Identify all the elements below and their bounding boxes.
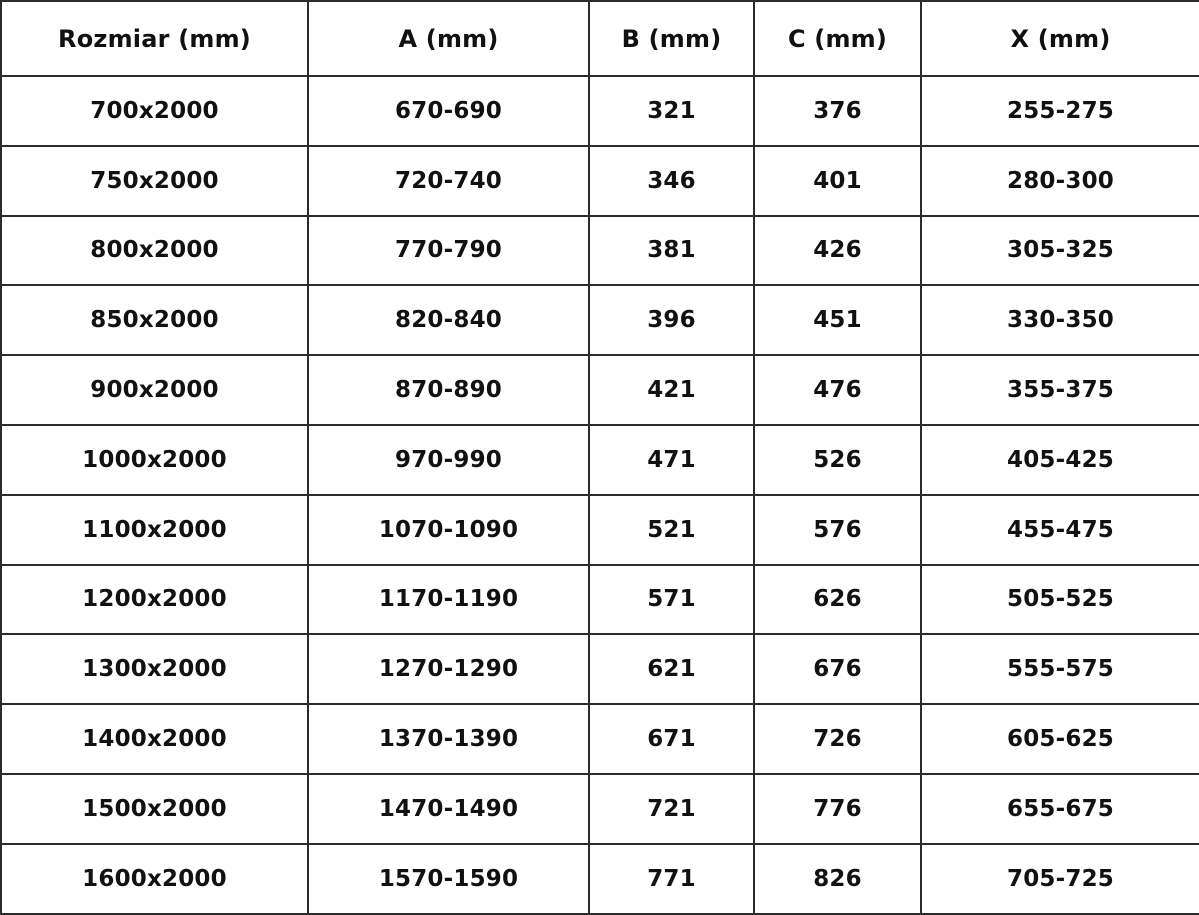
- cell-x: 330-350: [921, 285, 1199, 355]
- cell-c: 826: [754, 844, 921, 914]
- cell-a: 970-990: [308, 425, 589, 495]
- cell-rozmiar: 1300x2000: [1, 634, 308, 704]
- cell-a: 770-790: [308, 216, 589, 286]
- cell-c: 626: [754, 565, 921, 635]
- cell-a: 820-840: [308, 285, 589, 355]
- cell-b: 381: [589, 216, 754, 286]
- cell-x: 405-425: [921, 425, 1199, 495]
- table-row: [1, 565, 1199, 635]
- cell-x: 705-725: [921, 844, 1199, 914]
- cell-c: 576: [754, 495, 921, 565]
- cell-c: 476: [754, 355, 921, 425]
- table-row: [1, 285, 1199, 355]
- cell-a: 720-740: [308, 146, 589, 216]
- cell-x: 555-575: [921, 634, 1199, 704]
- cell-b: 571: [589, 565, 754, 635]
- cell-rozmiar: 850x2000: [1, 285, 308, 355]
- column-header-c: C (mm): [754, 1, 921, 76]
- column-header-x: X (mm): [921, 1, 1199, 76]
- cell-a: 1370-1390: [308, 704, 589, 774]
- cell-a: 870-890: [308, 355, 589, 425]
- table-row: [1, 216, 1199, 286]
- table-row: [1, 425, 1199, 495]
- cell-x: 255-275: [921, 76, 1199, 146]
- cell-x: 455-475: [921, 495, 1199, 565]
- cell-rozmiar: 1100x2000: [1, 495, 308, 565]
- cell-b: 396: [589, 285, 754, 355]
- cell-rozmiar: 800x2000: [1, 216, 308, 286]
- cell-c: 776: [754, 774, 921, 844]
- cell-rozmiar: 750x2000: [1, 146, 308, 216]
- cell-a: 1470-1490: [308, 774, 589, 844]
- cell-rozmiar: 1500x2000: [1, 774, 308, 844]
- cell-x: 505-525: [921, 565, 1199, 635]
- cell-x: 280-300: [921, 146, 1199, 216]
- cell-b: 621: [589, 634, 754, 704]
- cell-b: 471: [589, 425, 754, 495]
- table-body: [1, 76, 1199, 914]
- cell-c: 676: [754, 634, 921, 704]
- cell-rozmiar: 700x2000: [1, 76, 308, 146]
- table-row: [1, 495, 1199, 565]
- column-header-a: A (mm): [308, 1, 589, 76]
- cell-rozmiar: 900x2000: [1, 355, 308, 425]
- cell-b: 521: [589, 495, 754, 565]
- cell-rozmiar: 1200x2000: [1, 565, 308, 635]
- cell-c: 426: [754, 216, 921, 286]
- cell-b: 721: [589, 774, 754, 844]
- cell-c: 526: [754, 425, 921, 495]
- cell-x: 655-675: [921, 774, 1199, 844]
- table-row: [1, 774, 1199, 844]
- column-header-b: B (mm): [589, 1, 754, 76]
- column-header-rozmiar: Rozmiar (mm): [1, 1, 308, 76]
- cell-b: 321: [589, 76, 754, 146]
- table-row: [1, 704, 1199, 774]
- cell-x: 305-325: [921, 216, 1199, 286]
- cell-rozmiar: 1000x2000: [1, 425, 308, 495]
- cell-a: 670-690: [308, 76, 589, 146]
- table-row: [1, 634, 1199, 704]
- cell-c: 726: [754, 704, 921, 774]
- table-row: [1, 355, 1199, 425]
- cell-rozmiar: 1600x2000: [1, 844, 308, 914]
- table-row: [1, 146, 1199, 216]
- table-header: [1, 1, 1199, 76]
- cell-a: 1070-1090: [308, 495, 589, 565]
- cell-c: 451: [754, 285, 921, 355]
- cell-x: 355-375: [921, 355, 1199, 425]
- cell-b: 771: [589, 844, 754, 914]
- cell-c: 401: [754, 146, 921, 216]
- table-header-row: [1, 1, 1199, 76]
- cell-b: 346: [589, 146, 754, 216]
- cell-c: 376: [754, 76, 921, 146]
- cell-b: 671: [589, 704, 754, 774]
- cell-rozmiar: 1400x2000: [1, 704, 308, 774]
- table-row: [1, 76, 1199, 146]
- cell-b: 421: [589, 355, 754, 425]
- cell-a: 1570-1590: [308, 844, 589, 914]
- cell-a: 1170-1190: [308, 565, 589, 635]
- cell-x: 605-625: [921, 704, 1199, 774]
- cell-a: 1270-1290: [308, 634, 589, 704]
- table-row: [1, 844, 1199, 914]
